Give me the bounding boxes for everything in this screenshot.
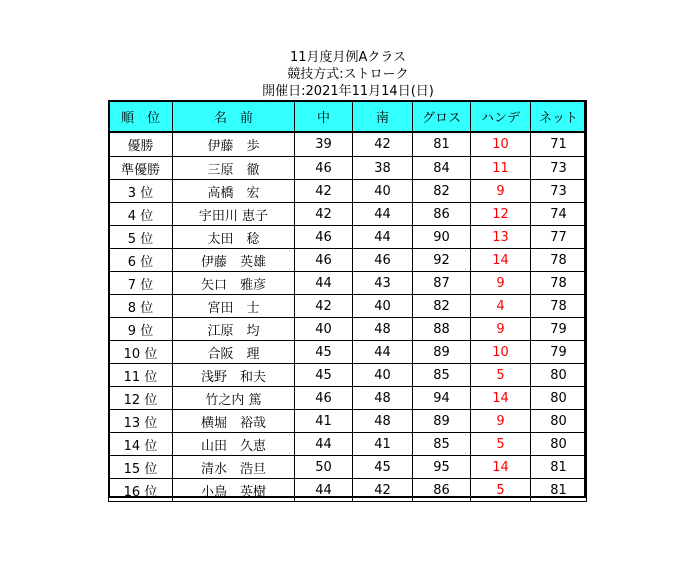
table-row	[109, 364, 587, 387]
results-body	[109, 132, 587, 502]
column-header-in: 南	[353, 101, 413, 133]
table-row	[109, 387, 587, 410]
out-score-cell: 46	[295, 249, 353, 272]
net-score-cell: 73	[531, 180, 587, 203]
net-score-cell: 80	[531, 410, 587, 433]
in-score-cell: 43	[353, 272, 413, 295]
in-score-cell: 42	[353, 479, 413, 502]
net-score-cell: 78	[531, 295, 587, 318]
table-row	[109, 180, 587, 203]
name-cell: 宮田 士	[173, 295, 295, 318]
gross-score-cell: 84	[413, 157, 471, 180]
in-score-cell: 41	[353, 433, 413, 456]
in-score-cell: 45	[353, 456, 413, 479]
name-cell: 横堀 裕哉	[173, 410, 295, 433]
name-cell: 合阪 理	[173, 341, 295, 364]
in-score-cell: 42	[353, 132, 413, 157]
name-cell: 清水 浩旦	[173, 456, 295, 479]
out-score-cell: 39	[295, 132, 353, 157]
gross-score-cell: 92	[413, 249, 471, 272]
gross-score-cell: 89	[413, 341, 471, 364]
net-score-cell: 81	[531, 456, 587, 479]
out-score-cell: 46	[295, 157, 353, 180]
in-score-cell: 44	[353, 203, 413, 226]
handicap-cell: 14	[471, 387, 531, 410]
net-score-cell: 80	[531, 387, 587, 410]
out-score-cell: 44	[295, 433, 353, 456]
net-score-cell: 78	[531, 272, 587, 295]
column-header-rank: 順 位	[109, 101, 173, 133]
rank-cell: 8 位	[109, 295, 173, 318]
rank-cell: 7 位	[109, 272, 173, 295]
handicap-cell: 5	[471, 433, 531, 456]
column-header-out: 中	[295, 101, 353, 133]
in-score-cell: 38	[353, 157, 413, 180]
out-score-cell: 44	[295, 272, 353, 295]
gross-score-cell: 82	[413, 295, 471, 318]
net-score-cell: 71	[531, 132, 587, 157]
name-cell: 高橋 宏	[173, 180, 295, 203]
column-header-net: ネット	[531, 101, 587, 133]
rank-cell: 13 位	[109, 410, 173, 433]
net-score-cell: 78	[531, 249, 587, 272]
in-score-cell: 48	[353, 387, 413, 410]
rank-cell: 10 位	[109, 341, 173, 364]
gross-score-cell: 85	[413, 364, 471, 387]
table-row	[109, 433, 587, 456]
results-table	[108, 100, 587, 502]
table-row	[109, 295, 587, 318]
in-score-cell: 40	[353, 295, 413, 318]
net-score-cell: 79	[531, 318, 587, 341]
in-score-cell: 44	[353, 226, 413, 249]
rank-cell: 4 位	[109, 203, 173, 226]
column-header-gross: グロス	[413, 101, 471, 133]
rank-cell: 15 位	[109, 456, 173, 479]
gross-score-cell: 81	[413, 132, 471, 157]
in-score-cell: 46	[353, 249, 413, 272]
out-score-cell: 42	[295, 295, 353, 318]
table-row	[109, 203, 587, 226]
out-score-cell: 40	[295, 318, 353, 341]
net-score-cell: 80	[531, 433, 587, 456]
handicap-cell: 5	[471, 364, 531, 387]
name-cell: 山田 久恵	[173, 433, 295, 456]
out-score-cell: 50	[295, 456, 353, 479]
rank-cell: 優勝	[109, 132, 173, 157]
in-score-cell: 44	[353, 341, 413, 364]
handicap-cell: 12	[471, 203, 531, 226]
name-cell: 矢口 雅彦	[173, 272, 295, 295]
rank-cell: 14 位	[109, 433, 173, 456]
out-score-cell: 44	[295, 479, 353, 502]
gross-score-cell: 90	[413, 226, 471, 249]
handicap-cell: 9	[471, 180, 531, 203]
column-header-handicap: ハンデ	[471, 101, 531, 133]
table-row	[109, 249, 587, 272]
rank-cell: 9 位	[109, 318, 173, 341]
table-row	[109, 226, 587, 249]
rank-cell: 12 位	[109, 387, 173, 410]
gross-score-cell: 87	[413, 272, 471, 295]
out-score-cell: 45	[295, 364, 353, 387]
net-score-cell: 81	[531, 479, 587, 502]
handicap-cell: 9	[471, 410, 531, 433]
in-score-cell: 48	[353, 410, 413, 433]
in-score-cell: 40	[353, 180, 413, 203]
rank-cell: 11 位	[109, 364, 173, 387]
table-row	[109, 132, 587, 157]
name-cell: 江原 均	[173, 318, 295, 341]
table-row	[109, 410, 587, 433]
rank-cell: 3 位	[109, 180, 173, 203]
rank-cell: 6 位	[109, 249, 173, 272]
out-score-cell: 46	[295, 387, 353, 410]
name-cell: 伊藤 歩	[173, 132, 295, 157]
handicap-cell: 9	[471, 272, 531, 295]
gross-score-cell: 94	[413, 387, 471, 410]
table-row	[109, 157, 587, 180]
out-score-cell: 45	[295, 341, 353, 364]
out-score-cell: 41	[295, 410, 353, 433]
table-row	[109, 272, 587, 295]
handicap-cell: 4	[471, 295, 531, 318]
handicap-cell: 14	[471, 456, 531, 479]
net-score-cell: 77	[531, 226, 587, 249]
competition-format: 競技方式:ストローク	[287, 67, 409, 82]
in-score-cell: 40	[353, 364, 413, 387]
handicap-cell: 11	[471, 157, 531, 180]
gross-score-cell: 88	[413, 318, 471, 341]
gross-score-cell: 89	[413, 410, 471, 433]
out-score-cell: 42	[295, 203, 353, 226]
in-score-cell: 48	[353, 318, 413, 341]
net-score-cell: 80	[531, 364, 587, 387]
net-score-cell: 79	[531, 341, 587, 364]
page-title: 11月度月例Aクラス	[289, 50, 407, 65]
name-cell: 三原 徹	[173, 157, 295, 180]
name-cell: 太田 稔	[173, 226, 295, 249]
table-row	[109, 341, 587, 364]
rank-cell: 5 位	[109, 226, 173, 249]
net-score-cell: 74	[531, 203, 587, 226]
rank-cell: 準優勝	[109, 157, 173, 180]
gross-score-cell: 95	[413, 456, 471, 479]
out-score-cell: 46	[295, 226, 353, 249]
handicap-cell: 9	[471, 318, 531, 341]
table-header-row	[109, 101, 587, 133]
name-cell: 小鳥 英樹	[173, 479, 295, 502]
table-row	[109, 318, 587, 341]
handicap-cell: 10	[471, 132, 531, 157]
table-row	[109, 479, 587, 502]
out-score-cell: 42	[295, 180, 353, 203]
handicap-cell: 13	[471, 226, 531, 249]
net-score-cell: 73	[531, 157, 587, 180]
name-cell: 竹之内 篤	[173, 387, 295, 410]
handicap-cell: 10	[471, 341, 531, 364]
gross-score-cell: 85	[413, 433, 471, 456]
handicap-cell: 14	[471, 249, 531, 272]
gross-score-cell: 86	[413, 203, 471, 226]
event-date: 開催日:2021年11月14日(日)	[262, 84, 434, 99]
name-cell: 伊藤 英雄	[173, 249, 295, 272]
table-row	[109, 456, 587, 479]
name-cell: 浅野 和夫	[173, 364, 295, 387]
column-header-name: 名 前	[173, 101, 295, 133]
name-cell: 宇田川 恵子	[173, 203, 295, 226]
rank-cell: 16 位	[109, 479, 173, 502]
gross-score-cell: 82	[413, 180, 471, 203]
gross-score-cell: 86	[413, 479, 471, 502]
handicap-cell: 5	[471, 479, 531, 502]
